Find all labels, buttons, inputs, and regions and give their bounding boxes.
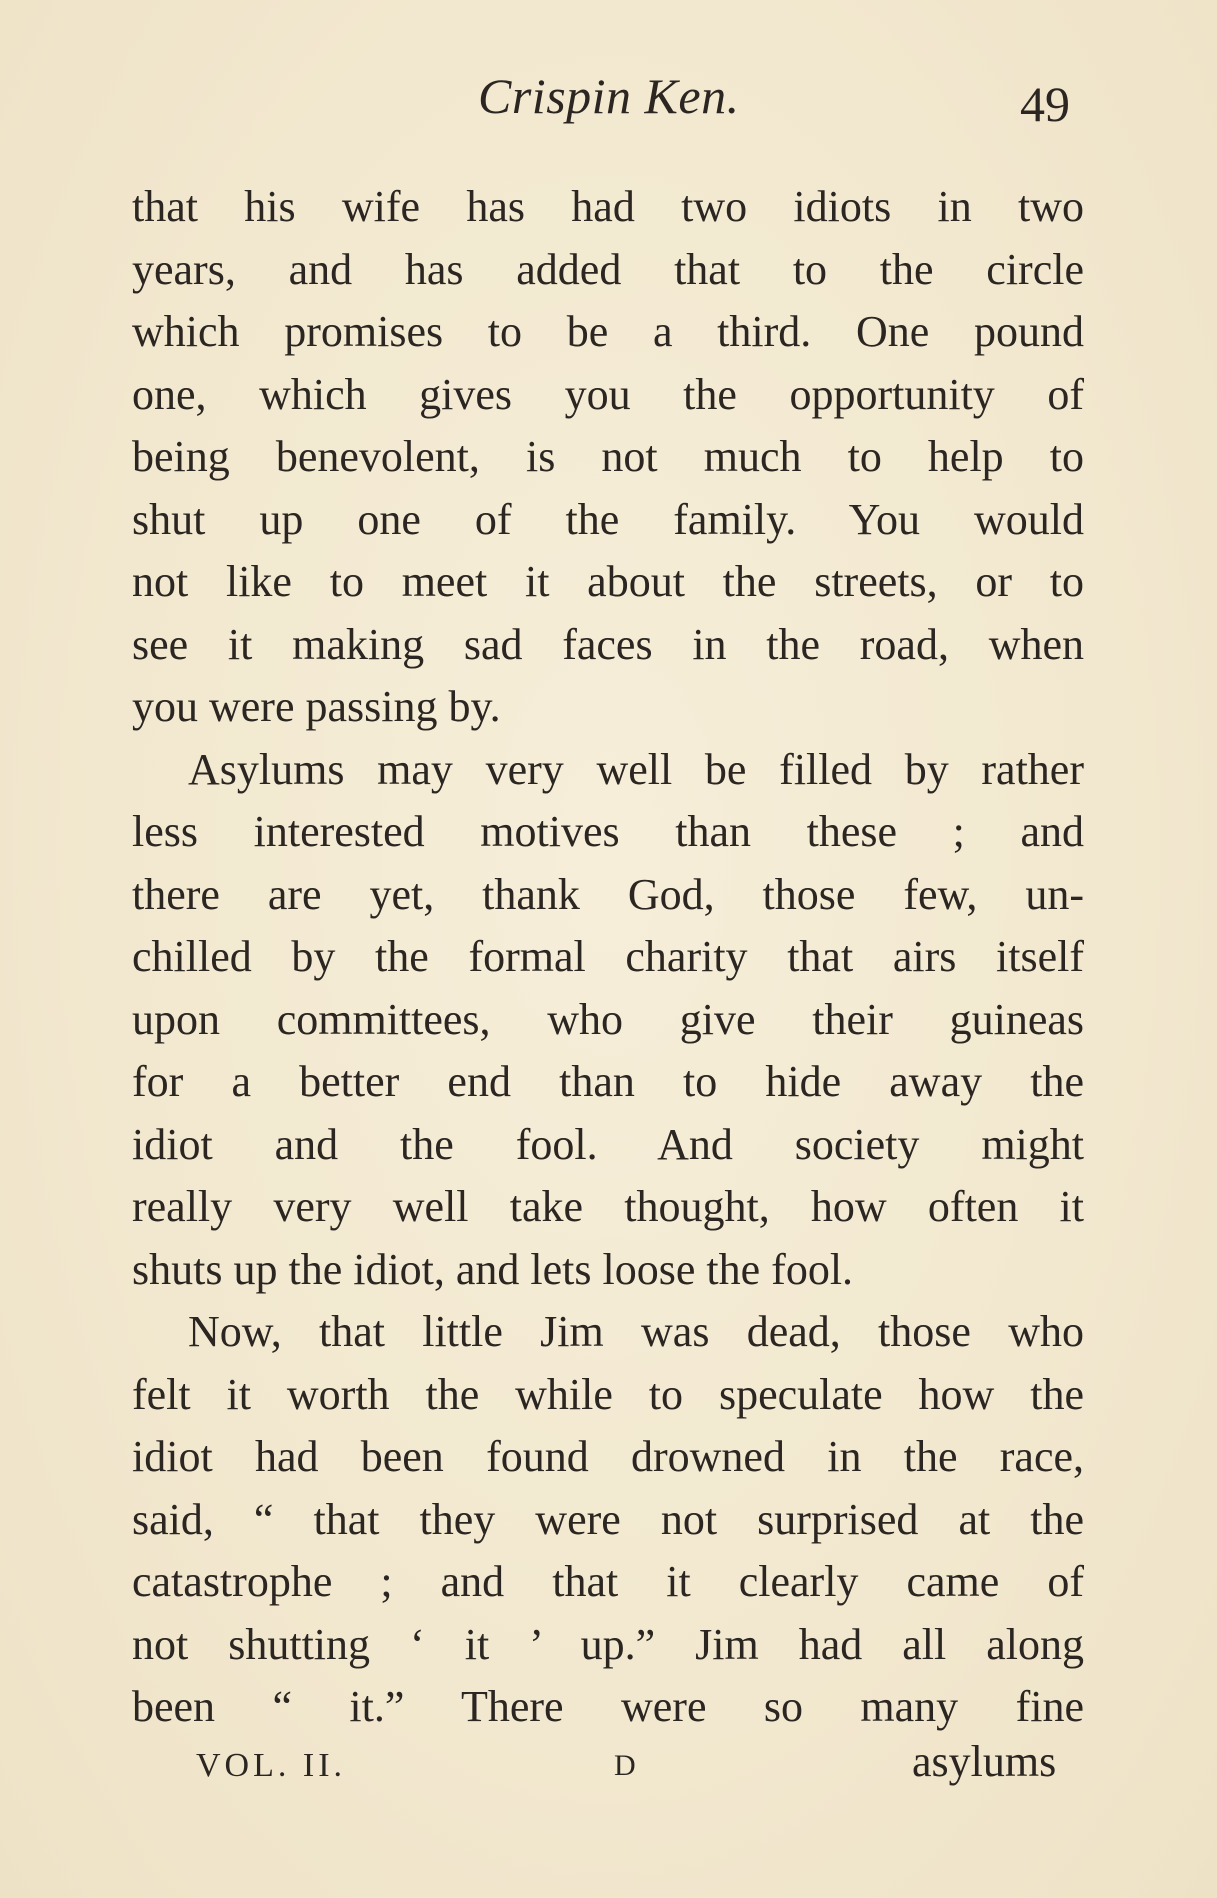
text-line: shut up one of the family. You would (132, 494, 1084, 544)
running-head (0, 60, 1217, 130)
text-line: less interested motives than these ; and (132, 807, 1084, 856)
signature-mark: D (614, 1749, 636, 1782)
footer-signature-line (0, 1736, 1217, 1796)
text-line: that his wife has had two idiots in two (132, 182, 1084, 231)
running-title: Crispin Ken. (478, 68, 740, 124)
text-line: see it making sad faces in the road, when (132, 619, 1084, 669)
text-line: there are yet, thank God, those few, un- (132, 869, 1084, 919)
text-line: not shutting ‘ it ’ up.” Jim had all along (132, 1619, 1084, 1669)
text-line: for a better end than to hide away the (132, 1057, 1084, 1106)
volume-mark: VOL. II. (196, 1747, 347, 1784)
text-line: upon committees, who give their guineas (132, 994, 1084, 1044)
text-line: been “ it.” There were so many fine (132, 1682, 1084, 1731)
page-number: 49 (1020, 76, 1070, 132)
text-line: felt it worth the while to speculate how the (132, 1369, 1084, 1419)
text-line: not like to meet it about the streets, or to (132, 557, 1084, 606)
text-line: which promises to be a third. One pound (132, 307, 1084, 356)
paragraph (132, 739, 1084, 1302)
text-line: chilled by the formal charity that airs itself (132, 932, 1084, 981)
body-text (132, 176, 1084, 1739)
text-line: you were passing by. (132, 682, 501, 731)
text-line: said, “ that they were not surprised at the (132, 1494, 1084, 1544)
paragraph (132, 176, 1084, 739)
text-line: really very well take thought, how often it (132, 1182, 1084, 1231)
text-line: idiot had been found drowned in the race, (132, 1432, 1084, 1481)
text-line: being benevolent, is not much to help to (132, 432, 1084, 481)
text-line: catastrophe ; and that it clearly came of (132, 1557, 1084, 1606)
text-line: years, and has added that to the circle (132, 244, 1084, 294)
catchword: asylums (912, 1737, 1057, 1786)
text-line: shuts up the idiot, and lets loose the fool. (132, 1244, 854, 1294)
text-line: one, which gives you the opportunity of (132, 369, 1084, 419)
paragraph (132, 1301, 1084, 1739)
text-line: Now, that little Jim was dead, those who (188, 1307, 1084, 1356)
text-line: idiot and the fool. And society might (132, 1119, 1084, 1169)
text-line: Asylums may very well be filled by rather (188, 744, 1084, 794)
